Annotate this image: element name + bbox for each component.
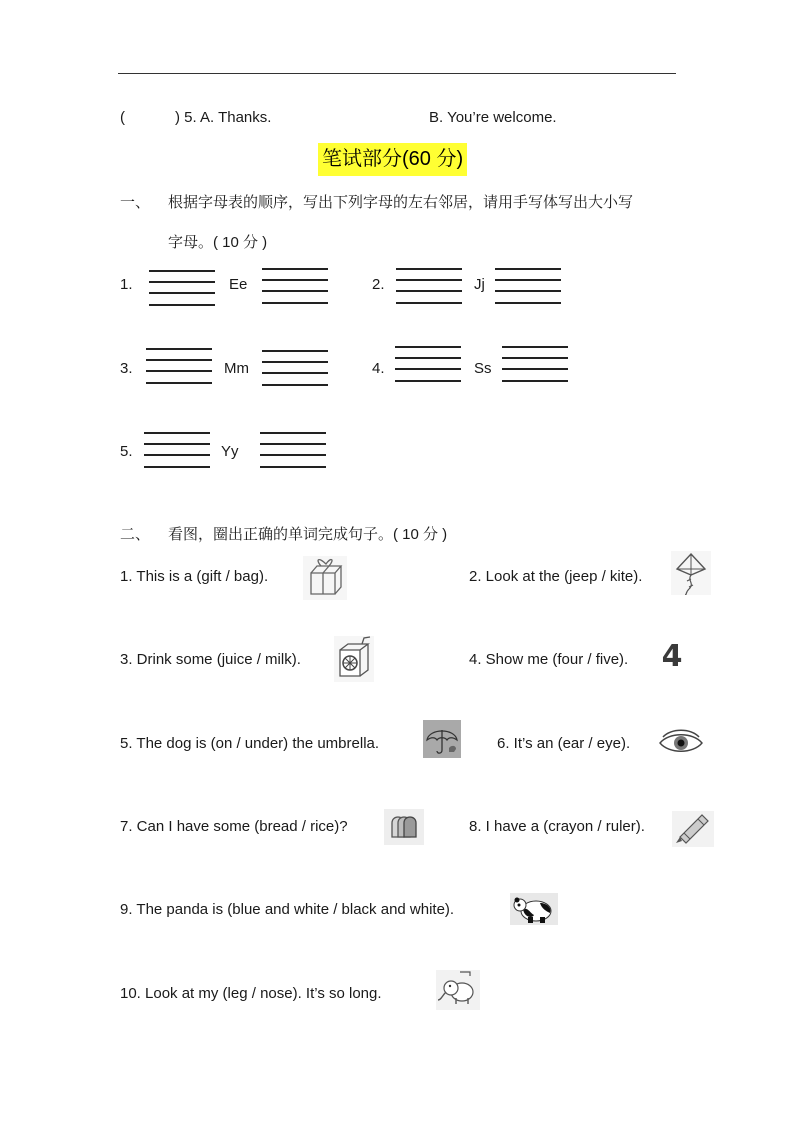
question-1: 1. This is a (gift / bag). bbox=[120, 568, 269, 585]
kite-icon bbox=[671, 551, 711, 595]
question-4: 4. Show me (four / five). bbox=[469, 651, 629, 668]
gift-box-icon bbox=[303, 556, 347, 600]
question-9: 9. The panda is (blue and white / black and white). bbox=[120, 901, 455, 918]
question-8: 8. I have a (crayon / ruler). bbox=[469, 818, 645, 835]
section2-instruction: 看图，圈出正确的单词完成句子。( 10 分 ) bbox=[168, 526, 448, 543]
top-rule bbox=[118, 73, 676, 74]
page-title: 笔试部分(60 分) bbox=[318, 143, 467, 176]
eye-icon bbox=[657, 728, 705, 758]
panda-icon bbox=[510, 893, 558, 925]
letter-item-letter: Jj bbox=[474, 276, 485, 293]
letter-item-number: 2. bbox=[372, 276, 385, 293]
crayon-icon bbox=[672, 811, 714, 847]
answer-paren-open: ( bbox=[120, 109, 125, 126]
question-7: 7. Can I have some (bread / rice)? bbox=[120, 818, 348, 835]
section1-instruction: 根据字母表的顺序，写出下列字母的左右邻居，请用手写体写出大小写 bbox=[168, 194, 634, 211]
question-5: 5. The dog is (on / under) the umbrella. bbox=[120, 735, 380, 752]
number-four-icon bbox=[655, 640, 689, 670]
question-10: 10. Look at my (leg / nose). It’s so long. bbox=[120, 985, 382, 1002]
number-four-glyph: 4 bbox=[661, 640, 683, 670]
letter-item-number: 1. bbox=[120, 276, 133, 293]
letter-item-letter: Mm bbox=[224, 360, 249, 377]
letter-item-letter: Ss bbox=[474, 360, 492, 377]
section1-instruction-cont: 字母。( 10 分 ) bbox=[168, 234, 268, 251]
bread-icon bbox=[384, 809, 424, 845]
juice-box-icon bbox=[334, 636, 374, 682]
letter-item-letter: Yy bbox=[221, 443, 239, 460]
letter-item-number: 4. bbox=[372, 360, 385, 377]
question-6: 6. It’s an (ear / eye). bbox=[497, 735, 631, 752]
section2-number: 二、 bbox=[120, 526, 151, 543]
question-3: 3. Drink some (juice / milk). bbox=[120, 651, 301, 668]
umbrella-icon bbox=[423, 720, 461, 758]
listening-item-5: ) 5. A. Thanks. bbox=[175, 109, 272, 126]
section1-number: 一、 bbox=[120, 194, 151, 211]
letter-item-number: 5. bbox=[120, 443, 133, 460]
elephant-icon bbox=[436, 970, 480, 1010]
letter-item-number: 3. bbox=[120, 360, 133, 377]
question-2: 2. Look at the (jeep / kite). bbox=[469, 568, 643, 585]
letter-item-letter: Ee bbox=[229, 276, 248, 293]
listening-option-b: B. You’re welcome. bbox=[429, 109, 557, 126]
